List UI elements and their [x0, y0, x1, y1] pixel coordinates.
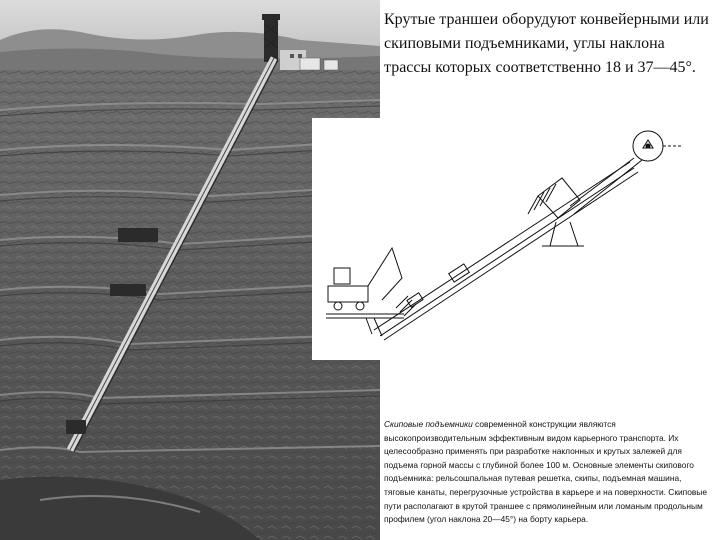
heading-text: Крутые траншеи оборудуют конвейерными или скиповыми подъемниками, углы наклона трассы которых соответственно 18 и 37—45°. — [384, 11, 709, 76]
skip-hoist-diagram — [312, 118, 712, 360]
caption-text — [384, 418, 714, 527]
caption-body: современной конструкции являются высокопроизводительным эффективным видом карьерного транспорта. Их целесообразно применять при разработке наклонных и крутых залежей для подъема горной массы с глубиной более 100 м. Основные элементы скипового подъемника: рельсошпальная путевая решетка, скипы, подъемная машина, тяговые канаты, перегрузочные устройства в карьере и на поверхности. Скиповые пути располагают в крутой траншее с прямолинейным или ломаным продольным профилем (угол наклона 20—45°) на борту карьера. — [384, 419, 707, 525]
caption-lead: Скиповые подъемники — [384, 419, 473, 429]
